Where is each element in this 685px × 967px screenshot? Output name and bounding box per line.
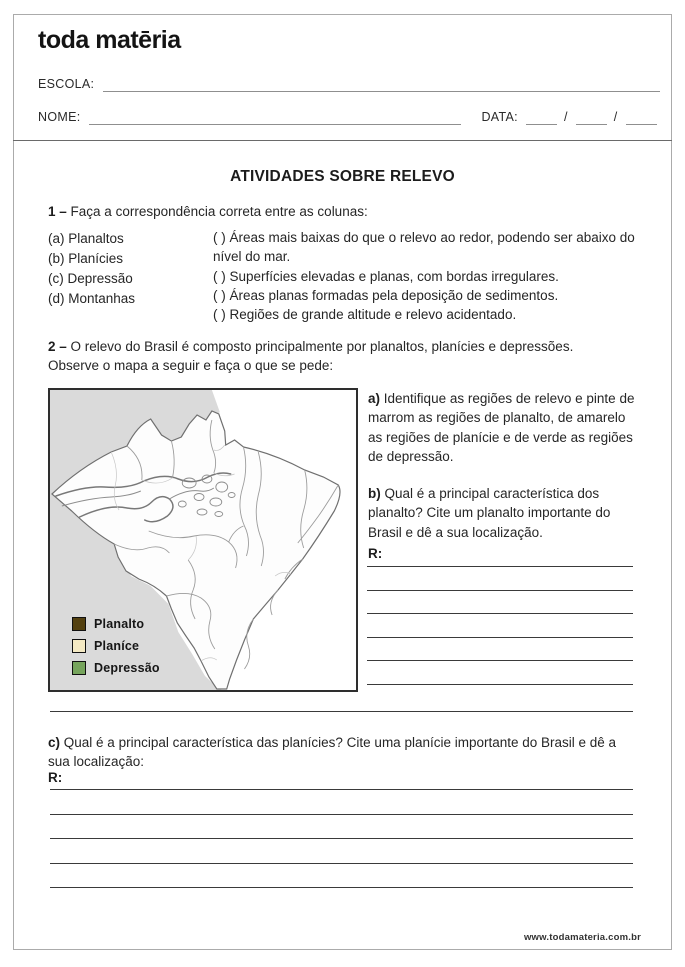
nome-data-field xyxy=(38,107,663,125)
question-2-prompt: 2 – O relevo do Brasil é composto principalmente por planaltos, planícies e depressões. Observe o mapa a seguir e faça o que se pede: xyxy=(48,339,574,374)
date-separator: / xyxy=(613,110,618,124)
option-a: (a) Planaltos xyxy=(48,231,124,246)
answer-line xyxy=(50,839,633,864)
match-item: ( ) Áreas mais baixas do que o relevo ao redor, podendo ser abaixo do nível do mar. xyxy=(213,230,635,265)
answer-line xyxy=(50,766,633,790)
date-separator: / xyxy=(563,110,568,124)
map-legend xyxy=(72,616,160,682)
answer-label-b: R: xyxy=(368,546,383,561)
depressao-color-swatch xyxy=(72,661,86,675)
question-1-options xyxy=(48,229,208,309)
option-d: (d) Montanhas xyxy=(48,291,136,306)
nome-label: NOME: xyxy=(38,110,81,124)
answer-line xyxy=(367,545,633,567)
answer-line xyxy=(50,815,633,840)
question-1-prompt: 1 – Faça a correspondência correta entre as colunas: xyxy=(48,204,368,219)
legend-item-depressao: Depressão xyxy=(72,660,160,675)
match-item: ( ) Superfícies elevadas e planas, com bordas irregulares. xyxy=(213,268,559,284)
date-year-line xyxy=(626,111,657,125)
planalto-color-swatch xyxy=(72,617,86,631)
legend-item-planice: Planíce xyxy=(72,638,160,653)
answer-line xyxy=(367,638,633,662)
brazil-relief-map xyxy=(48,388,358,692)
legend-item-planalto: Planalto xyxy=(72,616,160,631)
match-item: ( ) Regiões de grande altitude e relevo acidentado. xyxy=(213,307,517,323)
question-2b-answer-lines xyxy=(367,545,633,685)
option-b: (b) Planícies xyxy=(48,251,124,266)
answer-line xyxy=(367,614,633,638)
date-day-line xyxy=(526,111,557,125)
match-item: ( ) Áreas planas formadas pela deposição de sedimentos. xyxy=(213,287,559,303)
escola-label: ESCOLA: xyxy=(38,77,95,91)
question-2c-answer-lines xyxy=(50,766,633,888)
question-2b-letter: b) xyxy=(368,486,381,501)
question-2c-letter: c) xyxy=(48,735,61,750)
question-1-matches xyxy=(213,228,645,324)
answer-label-c: R: xyxy=(48,770,63,785)
nome-write-in-line xyxy=(89,111,461,125)
answer-line xyxy=(367,567,633,591)
website-url: www.todamateria.com.br xyxy=(523,932,641,943)
question-2a-letter: a) xyxy=(368,391,381,406)
answer-line xyxy=(50,790,633,815)
question-1-number: 1 – xyxy=(48,204,67,219)
question-2c-text: c) Qual é a principal característica das planícies? Cite uma planície importante do Brasil e dê a sua localização: xyxy=(48,735,617,770)
question-2b-text: b) Qual é a principal característica dos planalto? Cite um planalto importante do Brasil e dê a sua localização. xyxy=(368,486,611,540)
answer-line xyxy=(50,711,633,712)
brand-logo: toda matēria xyxy=(38,26,181,54)
answer-line xyxy=(367,591,633,615)
date-month-line xyxy=(576,111,607,125)
answer-line xyxy=(50,864,633,889)
escola-field xyxy=(38,74,660,92)
question-2a-text: a) Identifique as regiões de relevo e pinte de marrom as regiões de planalto, de amarelo as regiões de planície e de verde as regiões de depressão. xyxy=(368,391,635,464)
answer-line xyxy=(367,661,633,685)
planice-color-swatch xyxy=(72,639,86,653)
question-2-number: 2 – xyxy=(48,339,67,354)
header-divider xyxy=(13,140,672,141)
page-title: ATIVIDADES SOBRE RELEVO xyxy=(230,168,455,185)
data-label: DATA: xyxy=(481,110,518,124)
escola-write-in-line xyxy=(103,78,660,92)
option-c: (c) Depressão xyxy=(48,271,133,286)
